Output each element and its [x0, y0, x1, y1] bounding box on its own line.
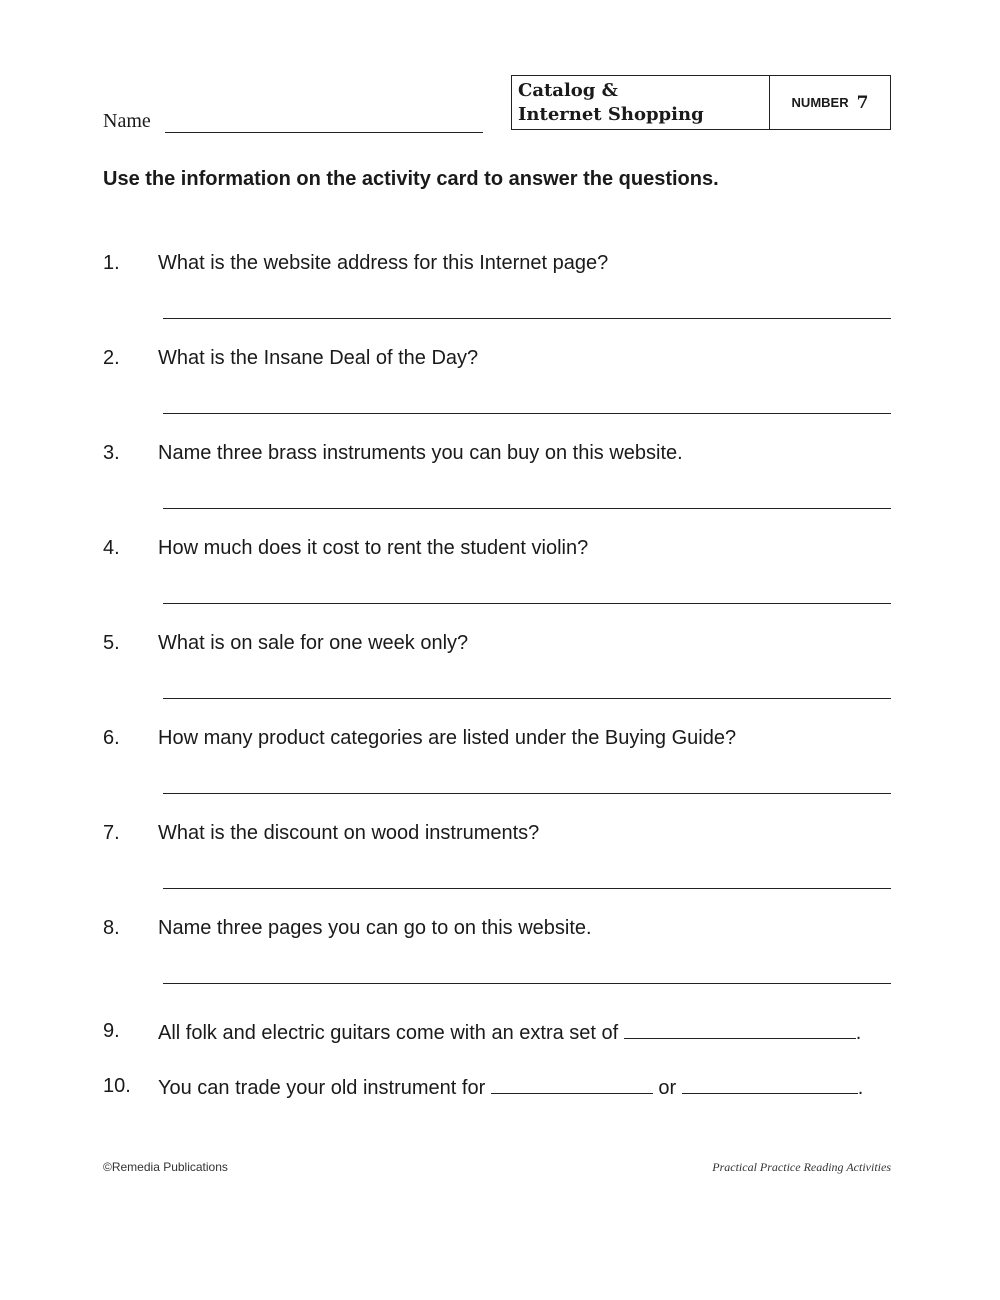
question-number: 9.	[103, 1020, 120, 1042]
answer-line-8[interactable]	[163, 983, 891, 984]
question-text	[158, 1020, 861, 1045]
answer-line-4[interactable]	[163, 603, 891, 604]
number-value: 7	[856, 92, 869, 113]
instructions: Use the information on the activity card to answer the questions.	[103, 168, 719, 190]
worksheet-number	[770, 76, 890, 129]
footer-publisher: ©Remedia Publications	[103, 1160, 228, 1174]
answer-line-7[interactable]	[163, 888, 891, 889]
question-text: How many product categories are listed under the Buying Guide?	[158, 727, 737, 749]
question-text-mid: or	[658, 1077, 677, 1099]
question-end-punct: .	[857, 1077, 864, 1099]
worksheet-title-box	[511, 75, 891, 130]
question-text-start: All folk and electric guitars come with an extra set of	[158, 1022, 619, 1044]
answer-line-2[interactable]	[163, 413, 891, 414]
question-number: 3.	[103, 442, 120, 464]
question-text	[158, 1075, 863, 1100]
question-number: 6.	[103, 727, 120, 749]
worksheet-title	[512, 76, 770, 129]
answer-line-6[interactable]	[163, 793, 891, 794]
fill-in-blank-2[interactable]	[682, 1075, 858, 1094]
answer-line-5[interactable]	[163, 698, 891, 699]
number-label: NUMBER	[791, 95, 849, 110]
question-text: What is the website address for this Internet page?	[158, 252, 609, 274]
question-number: 2.	[103, 347, 120, 369]
answer-line-3[interactable]	[163, 508, 891, 509]
fill-in-blank[interactable]	[624, 1020, 856, 1039]
title-line-2: Internet Shopping	[518, 104, 704, 125]
question-text: What is the discount on wood instruments?	[158, 822, 540, 844]
question-text: What is the Insane Deal of the Day?	[158, 347, 479, 369]
question-text: What is on sale for one week only?	[158, 632, 469, 654]
question-text: Name three brass instruments you can buy on this website.	[158, 442, 683, 464]
question-end-punct: .	[855, 1022, 862, 1044]
question-text: Name three pages you can go to on this website.	[158, 917, 592, 939]
fill-in-blank-1[interactable]	[491, 1075, 653, 1094]
question-text: How much does it cost to rent the student violin?	[158, 537, 589, 559]
question-number: 10.	[103, 1075, 131, 1097]
question-number: 4.	[103, 537, 120, 559]
title-line-1: Catalog &	[518, 80, 618, 101]
name-label: Name	[103, 110, 151, 132]
footer-series: Practical Practice Reading Activities	[712, 1160, 891, 1174]
question-number: 1.	[103, 252, 120, 274]
question-number: 5.	[103, 632, 120, 654]
question-number: 7.	[103, 822, 120, 844]
question-text-start: You can trade your old instrument for	[158, 1077, 486, 1099]
question-number: 8.	[103, 917, 120, 939]
name-field[interactable]	[165, 132, 483, 133]
answer-line-1[interactable]	[163, 318, 891, 319]
